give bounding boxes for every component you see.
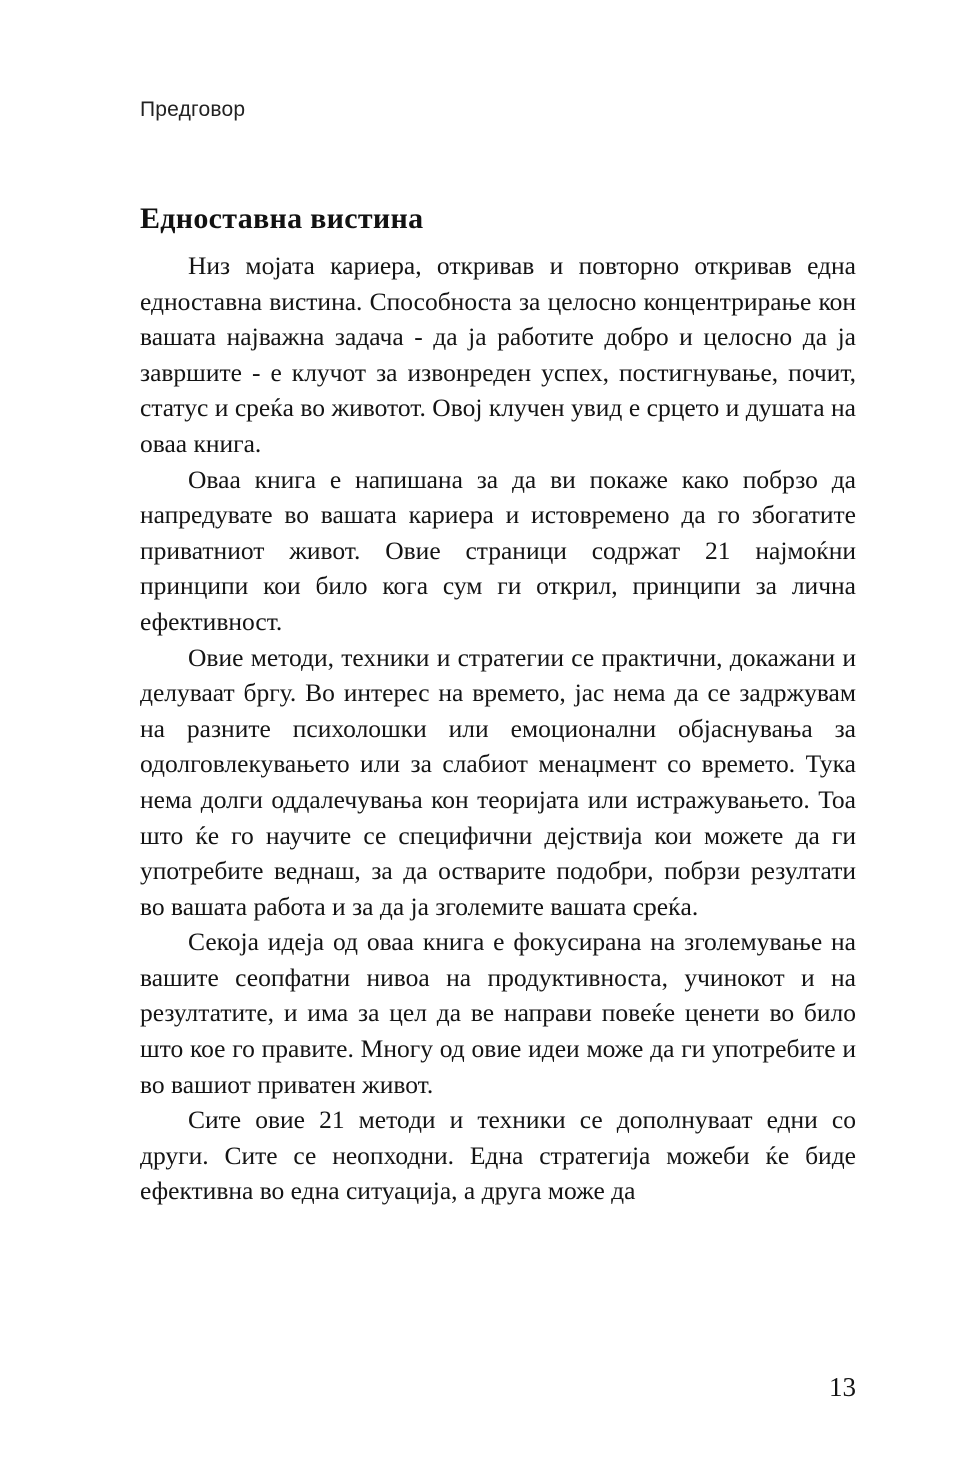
page-title: Едноставна вистина <box>140 202 424 236</box>
running-head: Предговор <box>140 98 246 121</box>
paragraph: Секоја идеја од оваа книга е фокусирана на зголемување на вашите сеопфатни нивоа на продуктивноста, учинокот и на резултатите, и има за цел да ве направи повеќе ценети во било што кое го правите. Многу од овие идеи може да ги употребите и во вашиот приватен живот. <box>140 927 856 1099</box>
paragraph: Оваа книга е напишана за да ви покаже како побрзо да напредувате во вашата кариера и истовремено да го збогатите приватниот живот. Овие страници содржат 21 најмоќни принципи кои било кога сум ги открил, принципи за лична ефективност. <box>140 464 856 636</box>
paragraph: Сите овие 21 методи и техники се дополнуваат едни со други. Сите се неопходни. Една стратегија можеби ќе биде ефективна во една ситуација, а друга може да <box>140 1105 856 1206</box>
paragraph: Низ мојата кариера, откривав и повторно откривав една едноставна вистина. Способноста за целосно концентрирање кон вашата најважна задача - да ја работите добро и целосно да ја завршите - е клучот за извонреден успех, постигнување, почит, статус и среќа во животот. Овој клучен увид е срцето и душата на оваа книга. <box>140 251 856 458</box>
body-text-block <box>140 248 856 1209</box>
page-number: 13 <box>829 1372 856 1402</box>
paragraph: Овие методи, техники и стратегии се практични, докажани и делуваат бргу. Во интерес на времето, јас нема да се задржувам на разните психолошки или емоционални објаснувања за одолговлекувањето или за слабиот менаџмент со времето. Тука нема долги оддалечувања кон теоријата или истражувањето. Тоа што ќе го научите се специфични дејствија кои можете да ги употребите веднаш, за да остварите подобри, побрзи резултати во вашата работа и за да ја зголемите вашата среќа. <box>140 642 856 921</box>
